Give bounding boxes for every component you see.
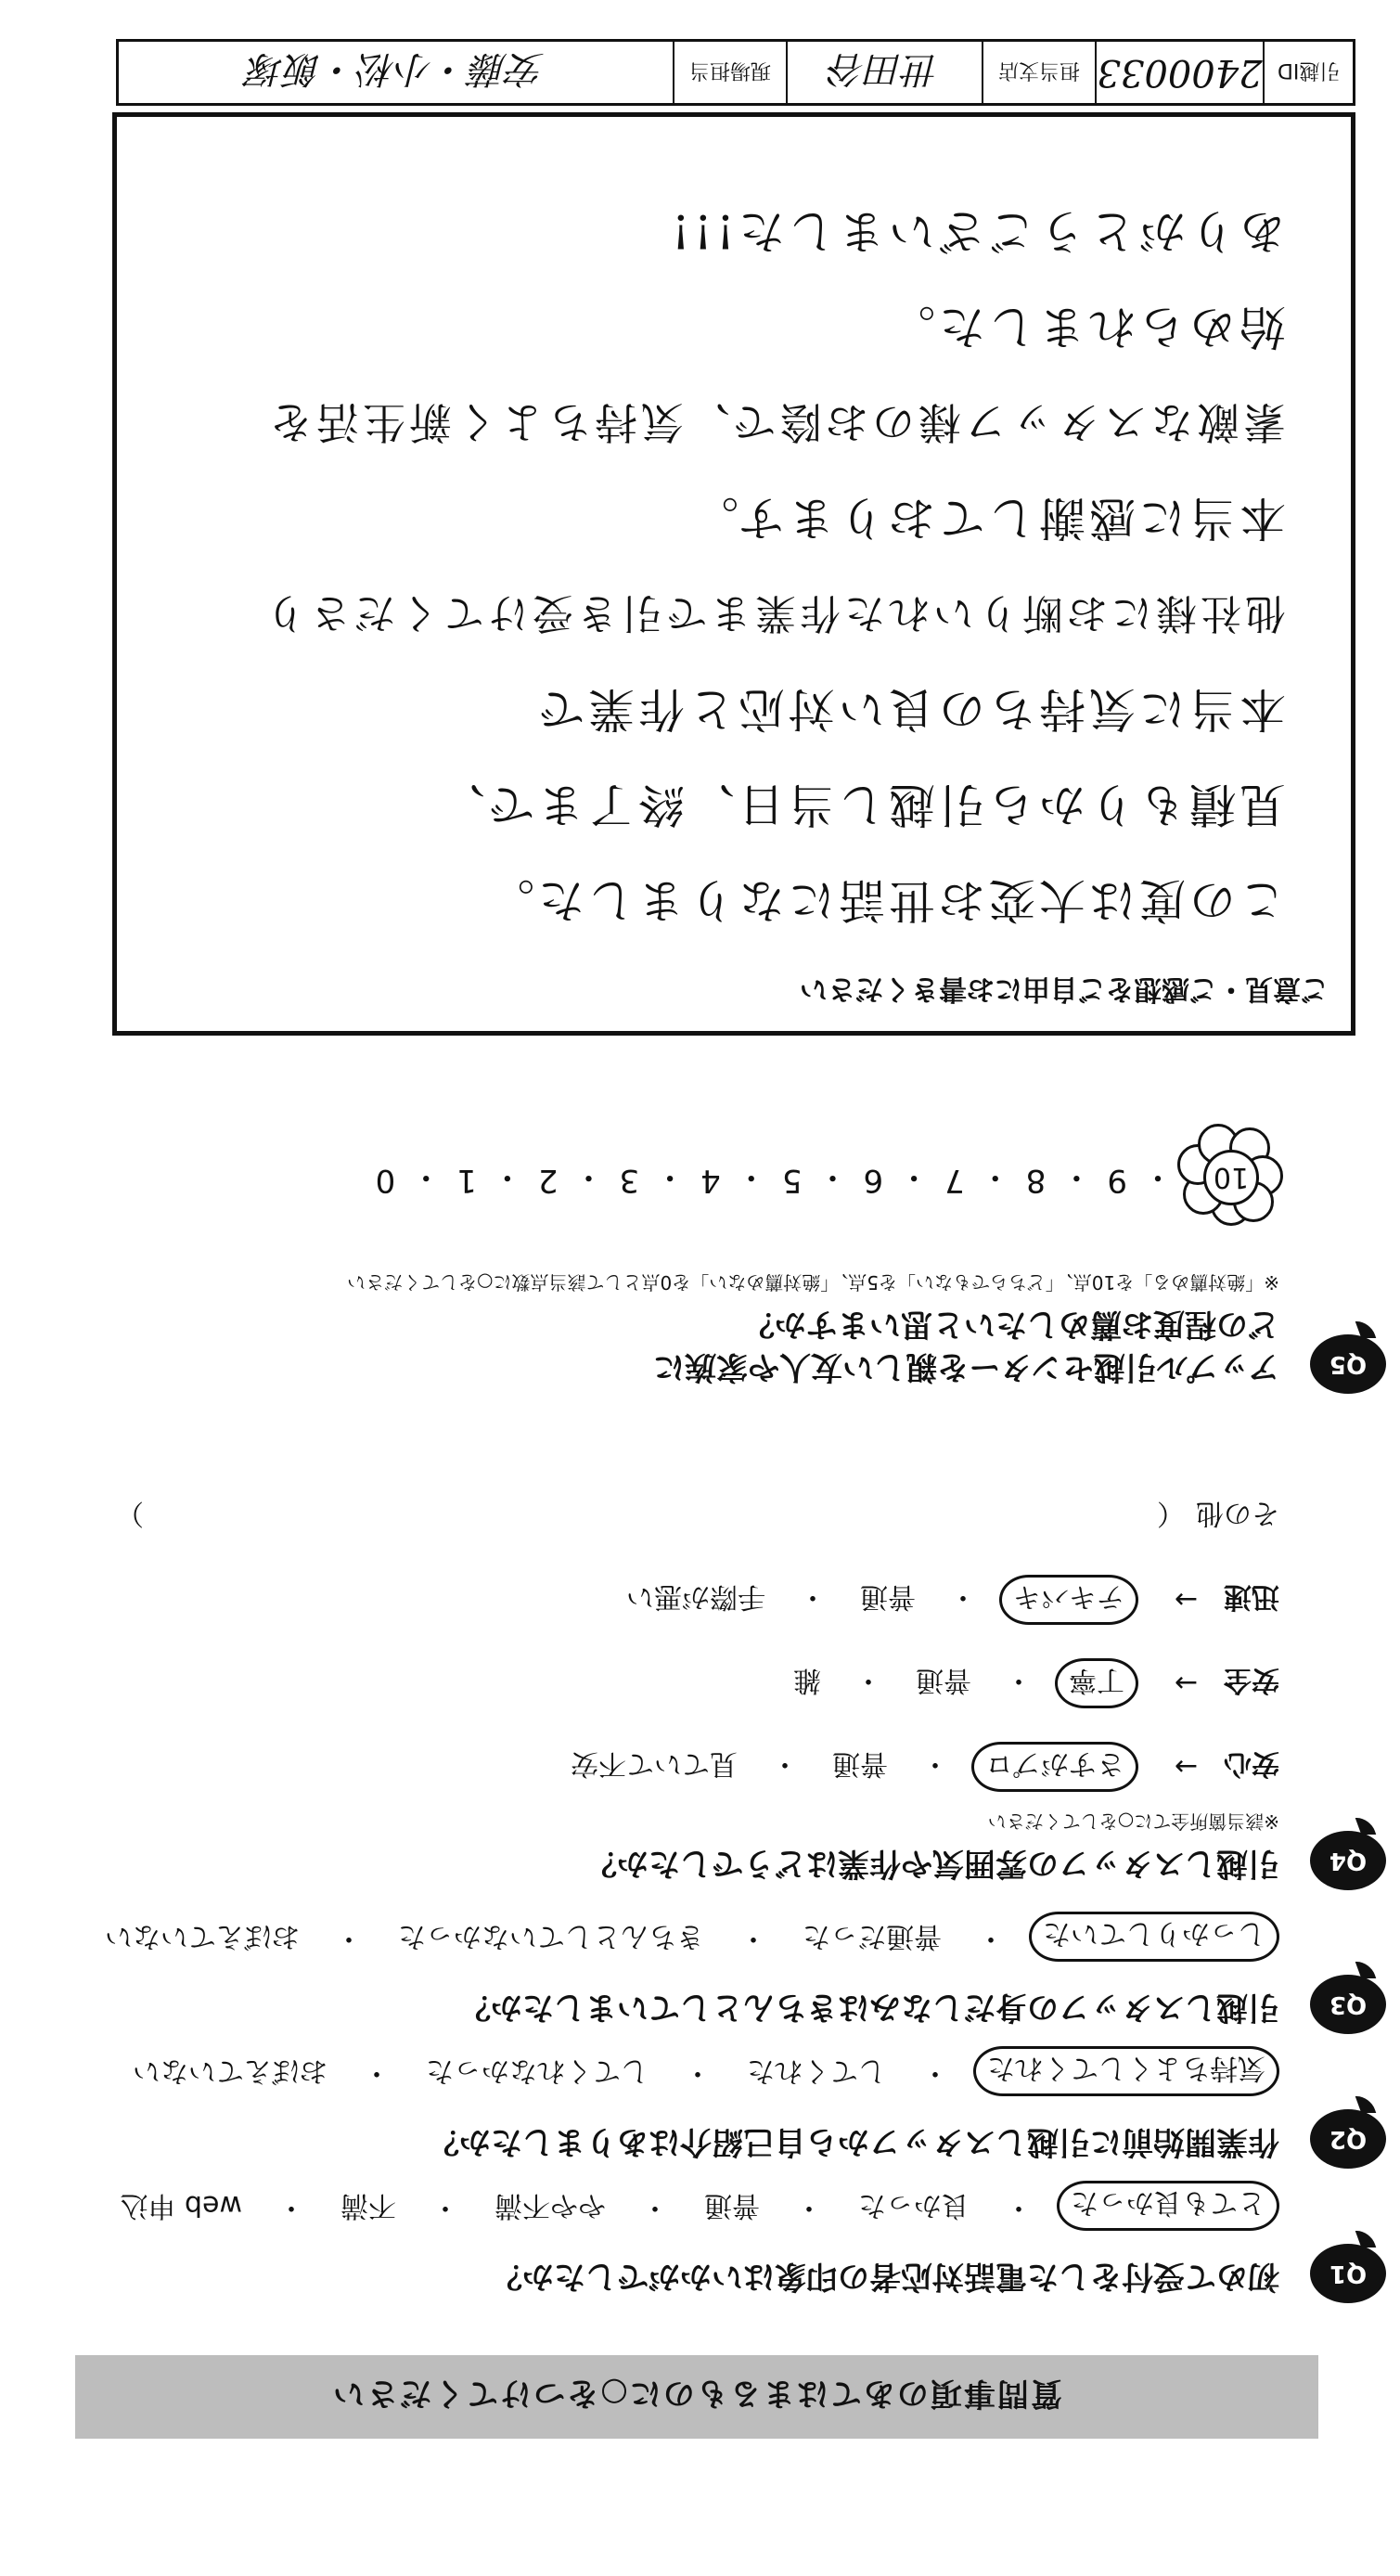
comment-line: 素敵なスタッフ様のお陰で、気持ちよく新生活を [265,397,1286,447]
q5-score-6[interactable]: 6 [863,1162,884,1199]
q4-anshin-option-3[interactable]: 見ていて不安 [571,1747,738,1780]
arrow-right-icon: → [1174,1750,1198,1784]
q2-option-4[interactable]: おぼえていない [133,2054,328,2087]
q4-anzen-option-3[interactable]: 雑 [793,1664,821,1696]
move-id-label: 引越ID [1263,42,1353,103]
q1-options: とても良かった ・ 良かった ・ 普通 ・ やや不満 ・ 不満 ・ web 申込 [109,2181,1279,2231]
q2-text: 作業開始前に引越しスタッフから自己紹介はありましたか？ [428,2123,1279,2160]
q4-text: 引越しスタッフの雰囲気や作業はどうでしたか？ [585,1845,1279,1882]
q5-score-4[interactable]: 4 [700,1162,721,1199]
arrow-right-icon: → [1174,1667,1198,1700]
comment-box[interactable] [112,112,1355,1036]
q5-scale: 10 ・ 9 ・ 8 ・ 7 ・ 6 ・ 5 ・ 4 ・ 3 ・ 2 ・ 1 ・ 0 [376,1135,1279,1226]
q3-options: しっかりしていた ・ 普通だった ・ きちんとしていなかった ・ おぼえていない [94,1912,1279,1962]
comment-line: 見積もりから引越し当日、終了まで、 [435,778,1286,831]
q1-option-3[interactable]: 普通 [704,2189,760,2222]
q1-option-6[interactable]: web 申込 [120,2189,242,2222]
q4-anzen-option-2[interactable]: 普通 [916,1664,971,1696]
q5-score-2[interactable]: 2 [537,1162,559,1199]
branch-value: 世田谷 [786,42,982,103]
q5-score-1[interactable]: 1 [456,1162,477,1199]
site-staff-value: 安藤・小松・飯塚 [247,47,545,91]
arrow-right-icon: → [1174,1583,1198,1616]
q3-option-1[interactable]: しっかりしていた [1029,1912,1279,1962]
q5-score-5[interactable]: 5 [781,1162,803,1199]
q4-row-label: 安心 [1224,1747,1279,1780]
q4-other [116,1496,1279,1537]
q1-option-2[interactable]: 良かった [858,2189,970,2222]
q4-badge: Q4 [1310,1831,1386,1890]
comment-line: 本当に感謝しております。 [688,491,1286,545]
comment-line: 本当に気持ちの良い対応と作業で [534,682,1286,736]
q2-badge: Q2 [1310,2109,1386,2169]
q2-option-3[interactable]: してくれなかった [426,2054,649,2087]
q4-jinsoku-option-2[interactable]: 普通 [860,1580,916,1613]
q4-other-label: その他 [1196,1497,1279,1529]
q5-score-7[interactable]: 7 [944,1162,965,1199]
q4-row-label: 迅速 [1224,1580,1279,1613]
q3-badge: Q3 [1310,1975,1386,2034]
question-q1 [73,2186,1368,2298]
q5-text-line2: どの程度お薦めしたいと思いますか？ [743,1306,1279,1343]
q4-other-close: ） [116,1497,144,1529]
q5-text-line1: アップル引越センターを親しい友人や家族に [653,1348,1279,1385]
q2-options: 気持ちよくしてくれた ・ してくれた ・ してくれなかった ・ おぼえていない [122,2046,1279,2096]
info-table [116,39,1355,106]
q5-note: ※「絶対薦める」を10点、「どちらでもない」を5点、「絶対薦めない」を0点として該当点数に○をしてください [347,1271,1279,1294]
q5-badge: Q5 [1310,1334,1386,1394]
branch-label: 担当支店 [982,42,1095,103]
q1-badge: Q1 [1310,2244,1386,2303]
handwritten-comment [154,183,1286,947]
q3-text: 引越しスタッフの身だしなみはきちんとしていましたか？ [459,1989,1279,2026]
comment-line: ありがとうございました!!! [667,204,1286,258]
q5-score-10[interactable]: 10 [1203,1150,1259,1205]
comment-line: この度は大変お世話になりました。 [484,873,1286,927]
q2-option-2[interactable]: してくれた [747,2054,886,2087]
q4-anshin-option-1[interactable]: さすがプロ [971,1742,1138,1792]
q4-jinsoku-option-1[interactable]: テキパキ [999,1575,1138,1625]
q4-note: ※該当箇所全てに○をしてください [987,1810,1279,1833]
q1-option-5[interactable]: 不満 [340,2189,396,2222]
q4-row-anshin: 安心 → さすがプロ ・ 普通 ・ 見ていて不安 [559,1742,1279,1792]
q1-option-1[interactable]: とても良かった [1057,2181,1279,2231]
comment-line: 他社様にお断りいれた作業まで引き受けてくださり [262,589,1286,637]
q4-row-jinsoku: 迅速 → テキパキ ・ 普通 ・ 手際が悪い [615,1575,1279,1625]
q3-option-2[interactable]: 普通だった [803,1920,942,1952]
question-q5 [73,1158,1368,1388]
q5-score-9[interactable]: 9 [1107,1162,1127,1199]
comment-line: 始められました。 [885,300,1286,354]
q3-option-3[interactable]: きちんとしていなかった [398,1920,704,1952]
q4-other-open: （ [1157,1497,1185,1529]
q4-jinsoku-option-3[interactable]: 手際が悪い [626,1580,765,1613]
q5-score-3[interactable]: 3 [619,1162,640,1199]
q1-text: 初めて受付をした電話対応者の印象はいかがでしたか？ [491,2258,1279,2295]
site-staff-label: 現場担当 [673,42,786,103]
q4-anzen-option-1[interactable]: 丁寧 [1055,1658,1138,1708]
q2-option-1[interactable]: 気持ちよくしてくれた [973,2046,1279,2096]
question-q4 [73,1497,1368,1885]
flower-selection-mark[interactable] [1188,1135,1279,1226]
q3-option-4[interactable]: おぼえていない [105,1920,300,1952]
question-q2 [73,2052,1368,2163]
q4-row-label: 安全 [1224,1664,1279,1696]
question-q3 [73,1917,1368,2029]
move-id-value: 2400033 [1095,42,1263,103]
comment-title: ご意見・ご感想をご自由にお書きください [800,972,1329,1005]
q5-score-0[interactable]: 0 [375,1162,396,1199]
q1-option-4[interactable]: やや不満 [494,2189,606,2222]
q5-score-8[interactable]: 8 [1025,1162,1047,1199]
q4-row-anzen: 安全 → 丁寧 ・ 普通 ・ 雑 [782,1658,1279,1708]
q4-anshin-option-2[interactable]: 普通 [832,1747,888,1780]
instruction-banner: 質問事項のあてはまるものに○をつけてください [75,2355,1318,2439]
